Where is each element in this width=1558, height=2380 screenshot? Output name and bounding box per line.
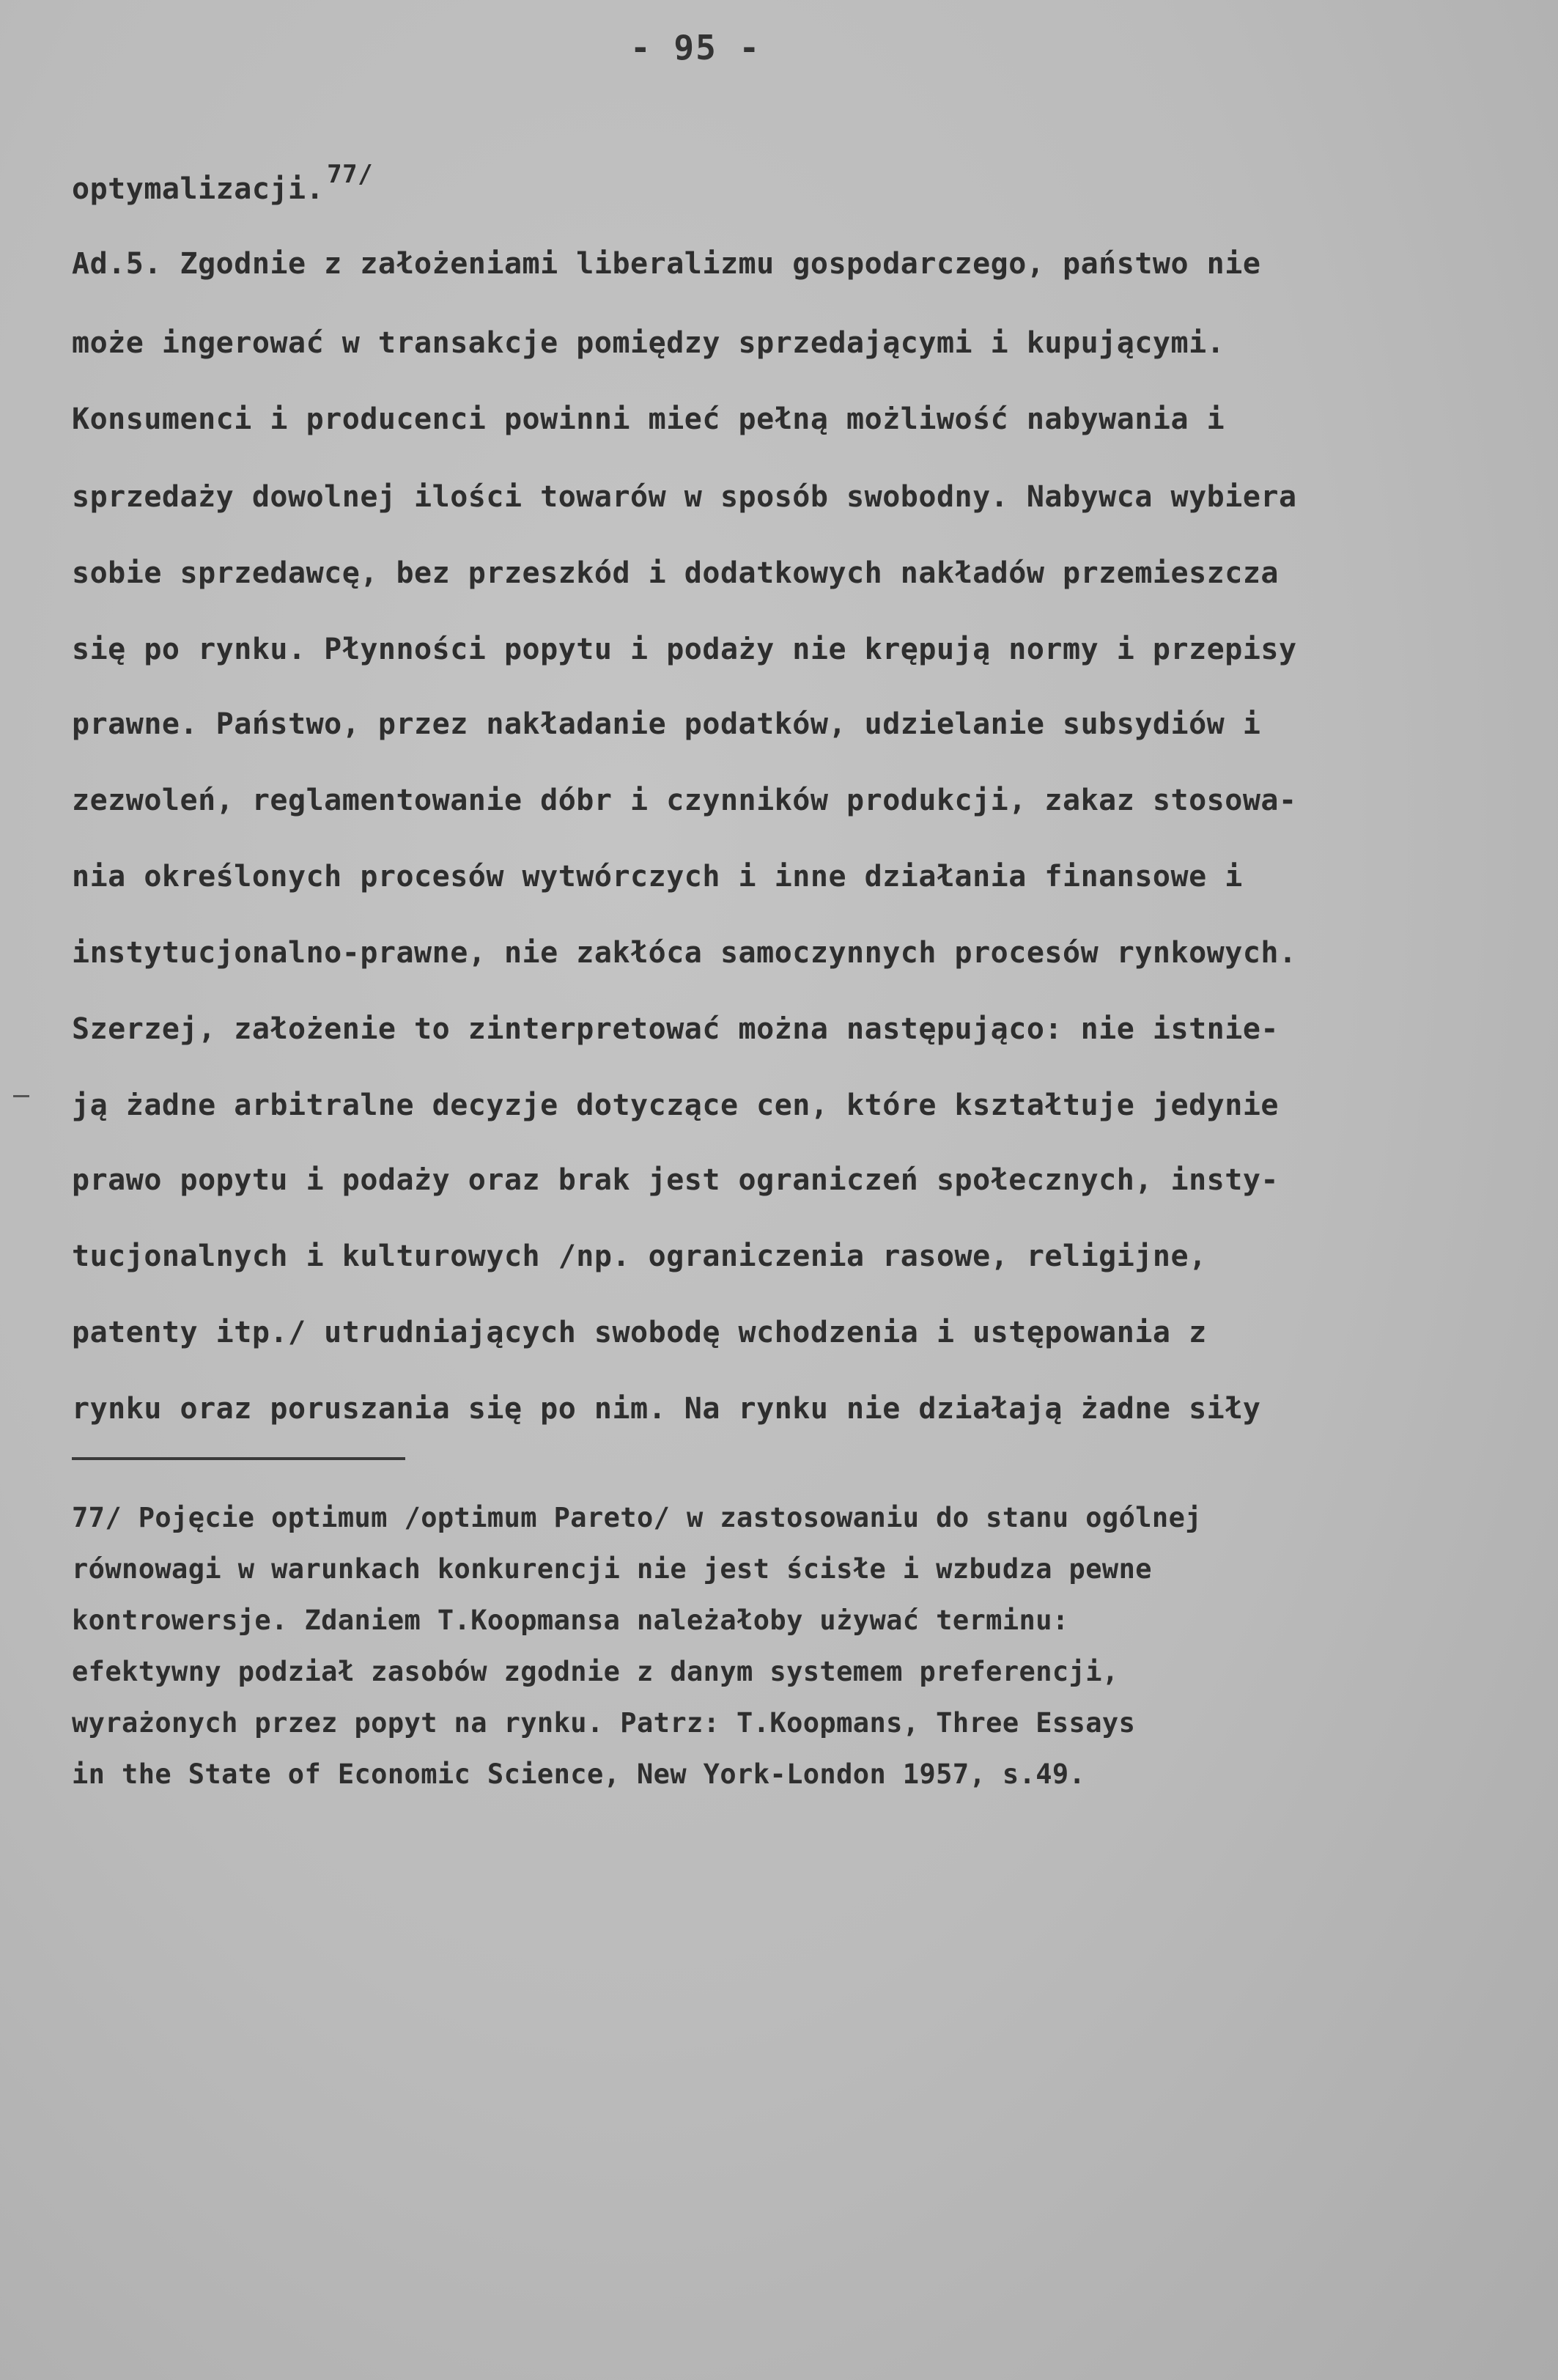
body-line: Konsumenci i producenci powinni mieć pełną możliwość nabywania i bbox=[72, 402, 1225, 436]
page-number: - 95 - bbox=[630, 28, 761, 67]
body-line: nia określonych procesów wytwórczych i inne działania finansowe i bbox=[72, 860, 1243, 894]
intro-text: optymalizacji. bbox=[72, 172, 325, 206]
margin-mark bbox=[13, 1095, 29, 1097]
body-line: prawo popytu i podaży oraz brak jest ograniczeń społecznych, insty- bbox=[72, 1163, 1279, 1197]
footnote-reference: 77/ bbox=[327, 160, 374, 189]
footnote-line: efektywny podział zasobów zgodnie z danym systemem preferencji, bbox=[72, 1656, 1119, 1687]
body-line: sprzedaży dowolnej ilości towarów w sposób swobodny. Nabywca wybiera bbox=[72, 480, 1297, 514]
body-line: może ingerować w transakcje pomiędzy sprzedającymi i kupującymi. bbox=[72, 326, 1225, 360]
body-line: prawne. Państwo, przez nakładanie podatków, udzielanie subsydiów i bbox=[72, 707, 1261, 741]
footnote-line: 77/ Pojęcie optimum /optimum Pareto/ w zastosowaniu do stanu ogólnej bbox=[72, 1502, 1202, 1533]
body-line: patenty itp./ utrudniających swobodę wchodzenia i ustępowania z bbox=[72, 1316, 1207, 1349]
body-line: instytucjonalno-prawne, nie zakłóca samoczynnych procesów rynkowych. bbox=[72, 936, 1297, 970]
body-line: rynku oraz poruszania się po nim. Na rynku nie działają żadne siły bbox=[72, 1392, 1261, 1426]
footnote-line: równowagi w warunkach konkurencji nie jest ścisłe i wzbudza pewne bbox=[72, 1553, 1152, 1585]
footnote-separator bbox=[72, 1457, 405, 1460]
body-line: zezwoleń, reglamentowanie dóbr i czynników produkcji, zakaz stosowa- bbox=[72, 784, 1297, 817]
body-line: tucjonalnych i kulturowych /np. ograniczenia rasowe, religijne, bbox=[72, 1239, 1207, 1273]
body-line: się po rynku. Płynności popytu i podaży nie krępują normy i przepisy bbox=[72, 633, 1297, 666]
body-line: Ad.5. Zgodnie z założeniami liberalizmu gospodarczego, państwo nie bbox=[72, 247, 1261, 281]
footnote-line: in the State of Economic Science, New York-London 1957, s.49. bbox=[72, 1758, 1086, 1790]
body-line: Szerzej, założenie to zinterpretować można następująco: nie istnie- bbox=[72, 1012, 1279, 1046]
body-line: sobie sprzedawcę, bez przeszkód i dodatkowych nakładów przemieszcza bbox=[72, 556, 1279, 590]
paragraph-line-intro bbox=[72, 160, 374, 206]
footnote-line: wyrażonych przez popyt na rynku. Patrz: T.Koopmans, Three Essays bbox=[72, 1707, 1136, 1739]
footnote-line: kontrowersje. Zdaniem T.Koopmansa należałoby używać terminu: bbox=[72, 1605, 1069, 1636]
body-line: ją żadne arbitralne decyzje dotyczące cen, które kształtuje jedynie bbox=[72, 1088, 1279, 1122]
